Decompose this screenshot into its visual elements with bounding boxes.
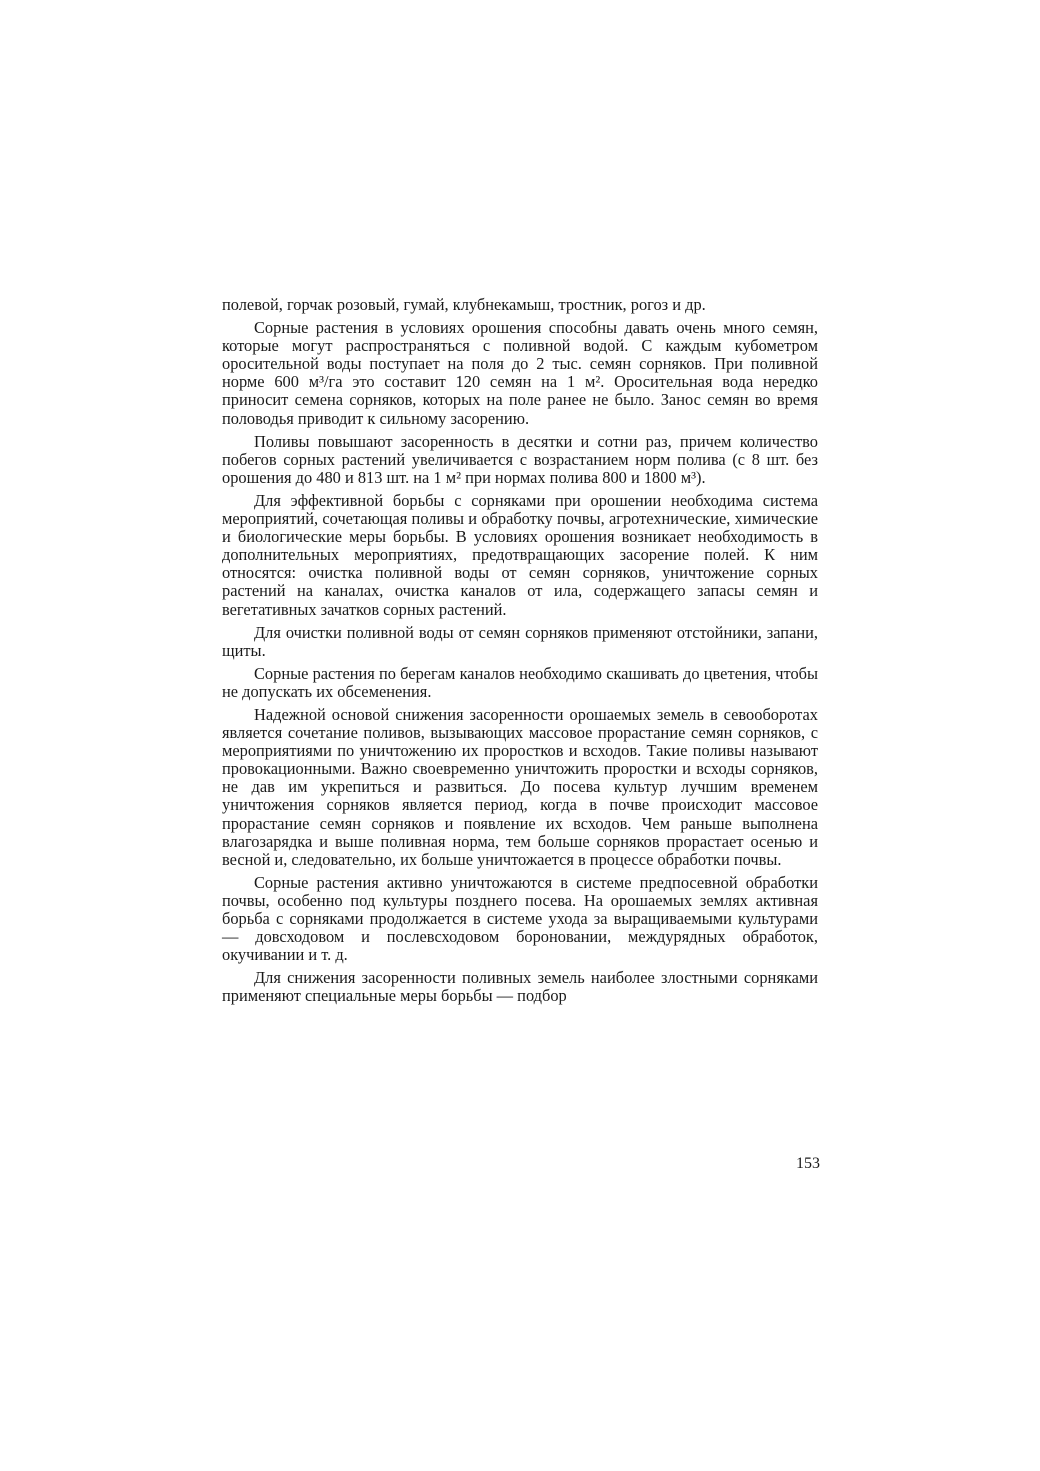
paragraph: Надежной основой снижения засоренности орошаемых земель в севооборотах является сочетание поливов, вызывающих массовое прорастание семян сорняков, с мероприятиями по уничтожению их проростков и всходов. Такие поливы называют провокационными. Важно своевременно уничтожить проростки и всходы сорняков, не дав им укрепиться и развиться. До посева культур лучшим временем уничтожения сорняков является период, когда в почве происходит массовое прорастание семян сорняков и появление их всходов. Чем раньше выполнена влагозарядка и выше поливная норма, тем больше сорняков прорастает осенью и весной и, следовательно, их больше уничтожается в процессе обработки почвы. — [222, 704, 818, 869]
paragraph-continuation: полевой, горчак розовый, гумай, клубнекамыш, тростник, рогоз и др. — [222, 295, 706, 314]
paragraph: Для очистки поливной воды от семян сорняков применяют отстойники, запани, щиты. — [222, 622, 818, 660]
paragraph: Сорные растения по берегам каналов необходимо скашивать до цветения, чтобы не допускать их обсеменения. — [222, 663, 818, 701]
paragraph: Поливы повышают засоренность в десятки и сотни раз, причем количество побегов сорных растений увеличивается с возрастанием норм полива (с 8 шт. без орошения до 480 и 813 шт. на 1 м² при нормах полива 800 и 1800 м³). — [222, 431, 818, 487]
paragraph: Сорные растения в условиях орошения способны давать очень много семян, которые могут распространяться с поливной водой. С каждым кубометром оросительной воды поступает на поля до 2 тыс. семян сорняков. При поливной норме 600 м³/га это составит 120 семян на 1 м². Оросительная вода нередко приносит семена сорняков, которых на поле ранее не было. Занос семян во время половодья приводит к сильному засорению. — [222, 318, 818, 428]
page-number: 153 — [796, 1155, 820, 1172]
paragraph: Сорные растения активно уничтожаются в системе предпосевной обработки почвы, особенно под культуры позднего посева. На орошаемых землях активная борьба с сорняками продолжается в системе ухода за выращиваемыми культурами — довсходовом и послевсходовом бороновании, междурядных обработок, окучивании и т. д. — [222, 872, 818, 965]
page-body-text — [222, 296, 818, 1005]
paragraph: Для эффективной борьбы с сорняками при орошении необходима система мероприятий, сочетающая поливы и обработку почвы, агротехнические, химические и биологические меры борьбы. В условиях орошения возникает необходимость в дополнительных мероприятиях, предотвращающих засорение полей. К ним относятся: очистка поливной воды от семян сорняков, уничтожение сорных растений на каналах, очистка каналов от ила, содержащего запасы семян и вегетативных зачатков сорных растений. — [222, 490, 818, 619]
paragraph: Для снижения засоренности поливных земель наиболее злостными сорняками применяют специальные меры борьбы — подбор — [222, 968, 818, 1006]
